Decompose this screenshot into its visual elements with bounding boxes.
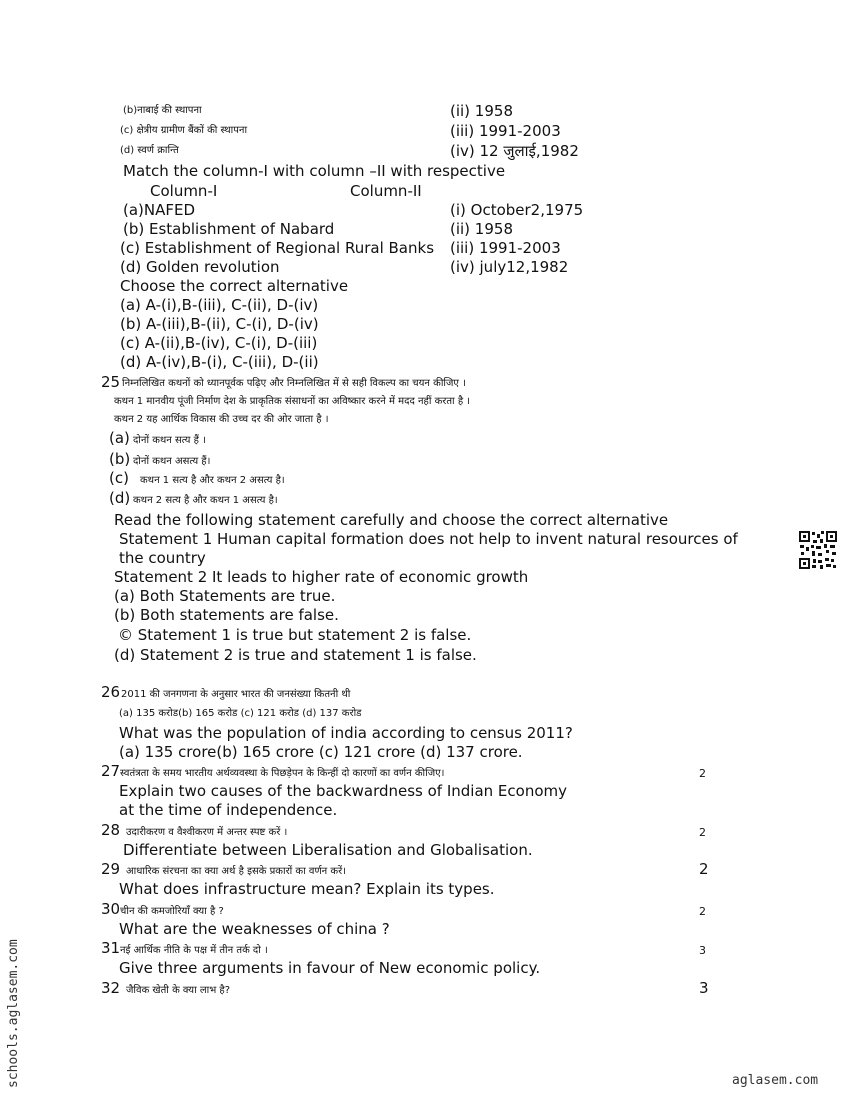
q25-hindi-option-text: कथन 1 सत्य है और कथन 2 असत्य है। (140, 475, 285, 486)
q24-option: (c) A-(ii),B-(iv), C-(i), D-(iii) (120, 334, 318, 352)
q25-hindi-option-label: (c) (109, 469, 129, 487)
q25-hindi-question: निम्नलिखित कथनों को ध्यानपूर्वक पढ़िए और निम्नलिखित में से सही विकल्प का चयन कीजिए । (122, 378, 466, 389)
q31-marks: 3 (699, 944, 706, 957)
q31-english-question: Give three arguments in favour of New economic policy. (119, 959, 541, 977)
q24-hindi-b-right: (ii) 1958 (450, 102, 513, 120)
q30-hindi-question: चीन की कमजोरियाँ क्या है ? (120, 906, 224, 917)
q27-english-question-cont: at the time of independence. (119, 801, 338, 819)
q24-hindi-c: (c) क्षेत्रीय ग्रामीण बैंकों की स्थापना (120, 125, 248, 136)
q25-hindi-statement-1: कथन 1 मानवीय पूंजी निर्माण देश के प्राकृतिक संसाधनों का अविष्कार करने में मदद नहीं करता है । (114, 396, 471, 407)
q24-row-right: (i) October2,1975 (450, 201, 584, 219)
q24-option: (a) A-(i),B-(iii), C-(ii), D-(iv) (120, 296, 319, 314)
q26-english-options: (a) 135 crore(b) 165 crore (c) 121 crore (d) 137 crore. (119, 743, 523, 761)
q26-hindi-options: (a) 135 करोड(b) 165 करोड (c) 121 करोड (d) 137 करोड (119, 708, 362, 719)
q29-number: 29 (101, 860, 121, 878)
q29-english-question: What does infrastructure mean? Explain its types. (119, 880, 495, 898)
q24-row-right: (ii) 1958 (450, 220, 513, 238)
q28-marks: 2 (699, 826, 706, 839)
qr-code-icon (798, 530, 838, 570)
q25-hindi-option-text: दोनों कथन सत्य हैं । (133, 435, 206, 446)
q25-hindi-option-text: दोनों कथन असत्य हैं। (133, 456, 211, 467)
q31-hindi-question: नई आर्थिक नीति के पक्ष में तीन तर्क दो । (120, 945, 268, 956)
q24-row-right: (iv) july12,1982 (450, 258, 569, 276)
q27-hindi-question: स्वतंत्रता के समय भारतीय अर्थव्यवस्था के पिछड़ेपन के किन्हीं दो कारणों का वर्णन कीजिए। (120, 768, 445, 779)
q32-number: 32 (101, 979, 121, 997)
q25-hindi-option-label: (a) (109, 429, 130, 447)
q30-english-question: What are the weaknesses of china ? (119, 920, 390, 938)
q31-number: 31 (101, 939, 121, 957)
q28-number: 28 (101, 821, 121, 839)
q24-hindi-d: (d) स्वर्ण क्रान्ति (120, 145, 179, 156)
q25-number: 25 (101, 373, 121, 391)
q24-column-2-header: Column-II (350, 182, 422, 200)
q24-hindi-c-right: (iii) 1991-2003 (450, 122, 561, 140)
q29-marks: 2 (699, 860, 709, 878)
q24-hindi-d-right: (iv) 12 जुलाई,1982 (450, 142, 579, 160)
q26-number: 26 (101, 683, 121, 701)
q24-option: (d) A-(iv),B-(i), C-(iii), D-(ii) (120, 353, 319, 371)
q28-english-question: Differentiate between Liberalisation and Globalisation. (123, 841, 533, 859)
q25-hindi-option-label: (d) (109, 489, 131, 507)
q27-marks: 2 (699, 767, 706, 780)
brand-watermark: aglasem.com (732, 1073, 819, 1088)
q30-number: 30 (101, 900, 121, 918)
q24-row-left: (d) Golden revolution (120, 258, 280, 276)
q32-marks: 3 (699, 979, 709, 997)
q32-hindi-question: जैविक खेती के क्या लाभ है? (126, 985, 231, 996)
q27-number: 27 (101, 762, 121, 780)
q24-row-right: (iii) 1991-2003 (450, 239, 561, 257)
q25-english-question: Read the following statement carefully and choose the correct alternative (114, 511, 669, 529)
q25-english-option: © Statement 1 is true but statement 2 is false. (118, 626, 472, 644)
q27-english-question: Explain two causes of the backwardness of Indian Economy (119, 782, 568, 800)
q24-choose: Choose the correct alternative (120, 277, 349, 295)
q24-row-left: (c) Establishment of Regional Rural Banks (120, 239, 435, 257)
q26-english-question: What was the population of india according to census 2011? (119, 724, 573, 742)
q29-hindi-question: आधारिक संरचना का क्या अर्थ है इसके प्रकारों का वर्णन करें। (126, 866, 346, 877)
q30-marks: 2 (699, 905, 706, 918)
q26-hindi-question: 2011 की जनगणना के अनुसार भारत की जनसंख्या कितनी थी (121, 689, 351, 700)
q24-row-left: (a)NAFED (123, 201, 196, 219)
q28-hindi-question: उदारीकरण व वैश्वीकरण में अन्तर स्पष्ट करें । (126, 827, 288, 838)
q25-english-option: (d) Statement 2 is true and statement 1 is false. (114, 646, 477, 664)
q24-option: (b) A-(iii),B-(ii), C-(i), D-(iv) (120, 315, 319, 333)
q25-english-option: (a) Both Statements are true. (114, 587, 336, 605)
q25-hindi-option-label: (b) (109, 450, 131, 468)
q25-hindi-option-text: कथन 2 सत्य है और कथन 1 असत्य है। (133, 495, 278, 506)
q25-english-statement-2: Statement 2 It leads to higher rate of economic growth (114, 568, 529, 586)
q25-english-statement-1: Statement 1 Human capital formation does not help to invent natural resources of (119, 530, 738, 548)
q24-hindi-b: (b)नाबाई की स्थापना (123, 105, 202, 116)
q25-english-option: (b) Both statements are false. (114, 606, 339, 624)
q25-english-statement-1-cont: the country (119, 549, 206, 567)
side-watermark: schools.aglasem.com (6, 939, 21, 1088)
q24-row-left: (b) Establishment of Nabard (123, 220, 335, 238)
q24-column-1-header: Column-I (150, 182, 218, 200)
q24-instruction: Match the column-I with column –II with respective (123, 162, 506, 180)
q25-hindi-statement-2: कथन 2 यह आर्थिक विकास की उच्च दर की ओर जाता है । (114, 414, 329, 425)
